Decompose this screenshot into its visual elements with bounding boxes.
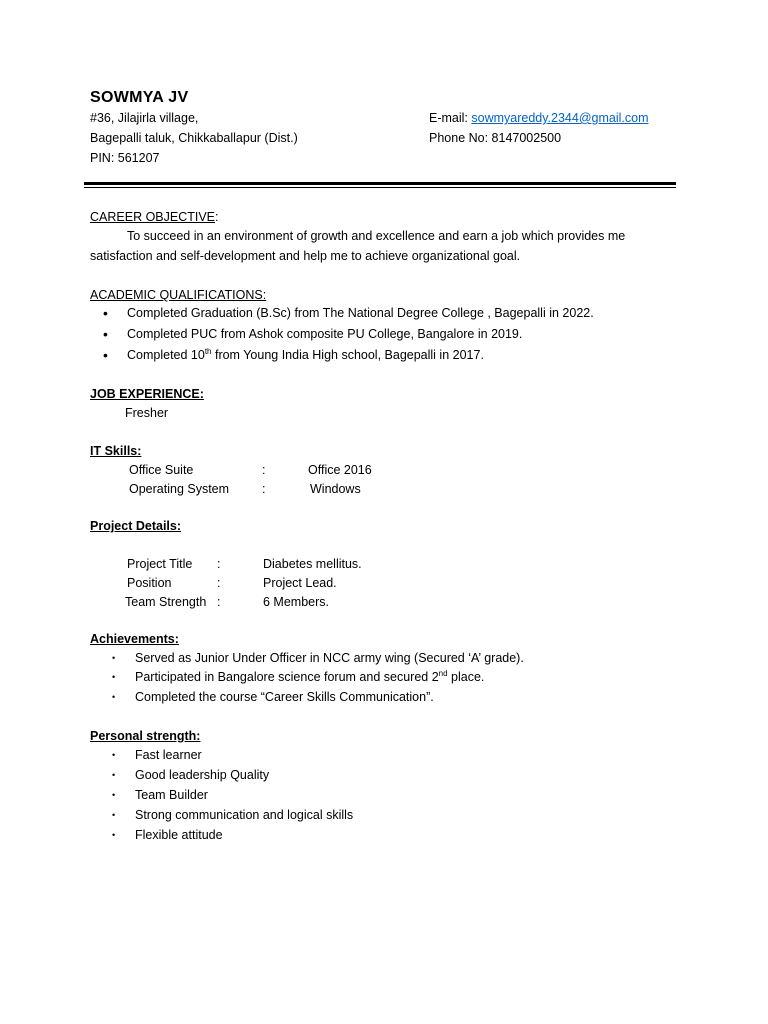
achievement-item-2-suffix: place.	[447, 670, 485, 684]
bullet-icon: •	[112, 810, 116, 820]
job-experience-value: Fresher	[125, 406, 169, 420]
career-objective-line-2: satisfaction and self-development and help me to achieve organizational goal.	[90, 249, 521, 263]
project-label: Team Strength	[125, 595, 207, 609]
address-line-1: #36, Jilajirla village,	[90, 111, 199, 125]
career-objective-colon: :	[215, 210, 219, 224]
bullet-icon: •	[103, 347, 108, 363]
academic-item-3-sup: th	[204, 346, 212, 356]
strength-item: Fast learner	[135, 748, 202, 762]
project-heading: Project Details:	[90, 519, 182, 533]
project-colon: :	[217, 595, 221, 609]
address-line-3: PIN: 561207	[90, 151, 160, 165]
project-value: 6 Members.	[263, 595, 329, 609]
candidate-name: SOWMYA JV	[90, 89, 189, 106]
academic-item-3-prefix: Completed 10	[127, 348, 205, 362]
academic-item: Completed PUC from Ashok composite PU College, Bangalore in 2019.	[127, 327, 523, 341]
bullet-icon: •	[103, 326, 108, 342]
bullet-icon: •	[103, 305, 108, 321]
academic-item: Completed Graduation (B.Sc) from The National Degree College , Bagepalli in 2022.	[127, 306, 594, 320]
academic-heading: ACADEMIC QUALIFICATIONS:	[90, 288, 267, 302]
project-colon: :	[217, 576, 221, 590]
it-skill-value: Windows	[310, 482, 361, 496]
strength-item: Team Builder	[135, 788, 208, 802]
strength-item: Good leadership Quality	[135, 768, 270, 782]
job-experience-heading: JOB EXPERIENCE:	[90, 387, 204, 401]
bullet-icon: •	[112, 790, 116, 800]
achievement-item: Served as Junior Under Officer in NCC army wing (Secured ‘A’ grade).	[135, 651, 524, 665]
achievement-item	[135, 667, 484, 687]
header-divider-thick	[84, 182, 676, 185]
phone-number: Phone No: 8147002500	[429, 131, 562, 145]
it-skill-colon: :	[262, 463, 266, 477]
project-value: Diabetes mellitus.	[263, 557, 362, 571]
email-link[interactable]: sowmyareddy.2344@gmail.com	[471, 111, 649, 125]
it-skill-label: Office Suite	[129, 463, 194, 477]
bullet-icon: •	[112, 692, 116, 702]
project-colon: :	[217, 557, 221, 571]
bullet-icon: •	[112, 830, 116, 840]
email-row	[429, 108, 649, 128]
career-objective-heading-row	[90, 207, 219, 227]
it-skill-label: Operating System	[129, 482, 230, 496]
email-label: E-mail:	[429, 111, 472, 125]
it-skill-colon: :	[262, 482, 266, 496]
bullet-icon: •	[112, 770, 116, 780]
career-objective-heading: CAREER OBJECTIVE	[90, 210, 216, 224]
achievement-item-2-prefix: Participated in Bangalore science forum and secured 2	[135, 670, 439, 684]
achievements-heading: Achievements:	[90, 632, 179, 646]
bullet-icon: •	[112, 672, 116, 682]
header-divider-thin	[84, 187, 676, 188]
project-value: Project Lead.	[263, 576, 337, 590]
career-objective-line-1: To succeed in an environment of growth and excellence and earn a job which provides me	[127, 229, 626, 243]
personal-strength-heading: Personal strength:	[90, 729, 201, 743]
address-line-2: Bagepalli taluk, Chikkaballapur (Dist.)	[90, 131, 298, 145]
strength-item: Flexible attitude	[135, 828, 223, 842]
project-label: Position	[127, 576, 172, 590]
bullet-icon: •	[112, 750, 116, 760]
bullet-icon: •	[112, 653, 116, 663]
academic-item-3-suffix: from Young India High school, Bagepalli in 2017.	[211, 348, 484, 362]
strength-item: Strong communication and logical skills	[135, 808, 354, 822]
project-label: Project Title	[127, 557, 193, 571]
it-skills-heading: IT Skills:	[90, 444, 142, 458]
academic-item	[127, 345, 484, 365]
it-skill-value: Office 2016	[308, 463, 372, 477]
achievement-item: Completed the course “Career Skills Communication”.	[135, 690, 434, 704]
achievement-item-2-sup: nd	[438, 668, 448, 678]
